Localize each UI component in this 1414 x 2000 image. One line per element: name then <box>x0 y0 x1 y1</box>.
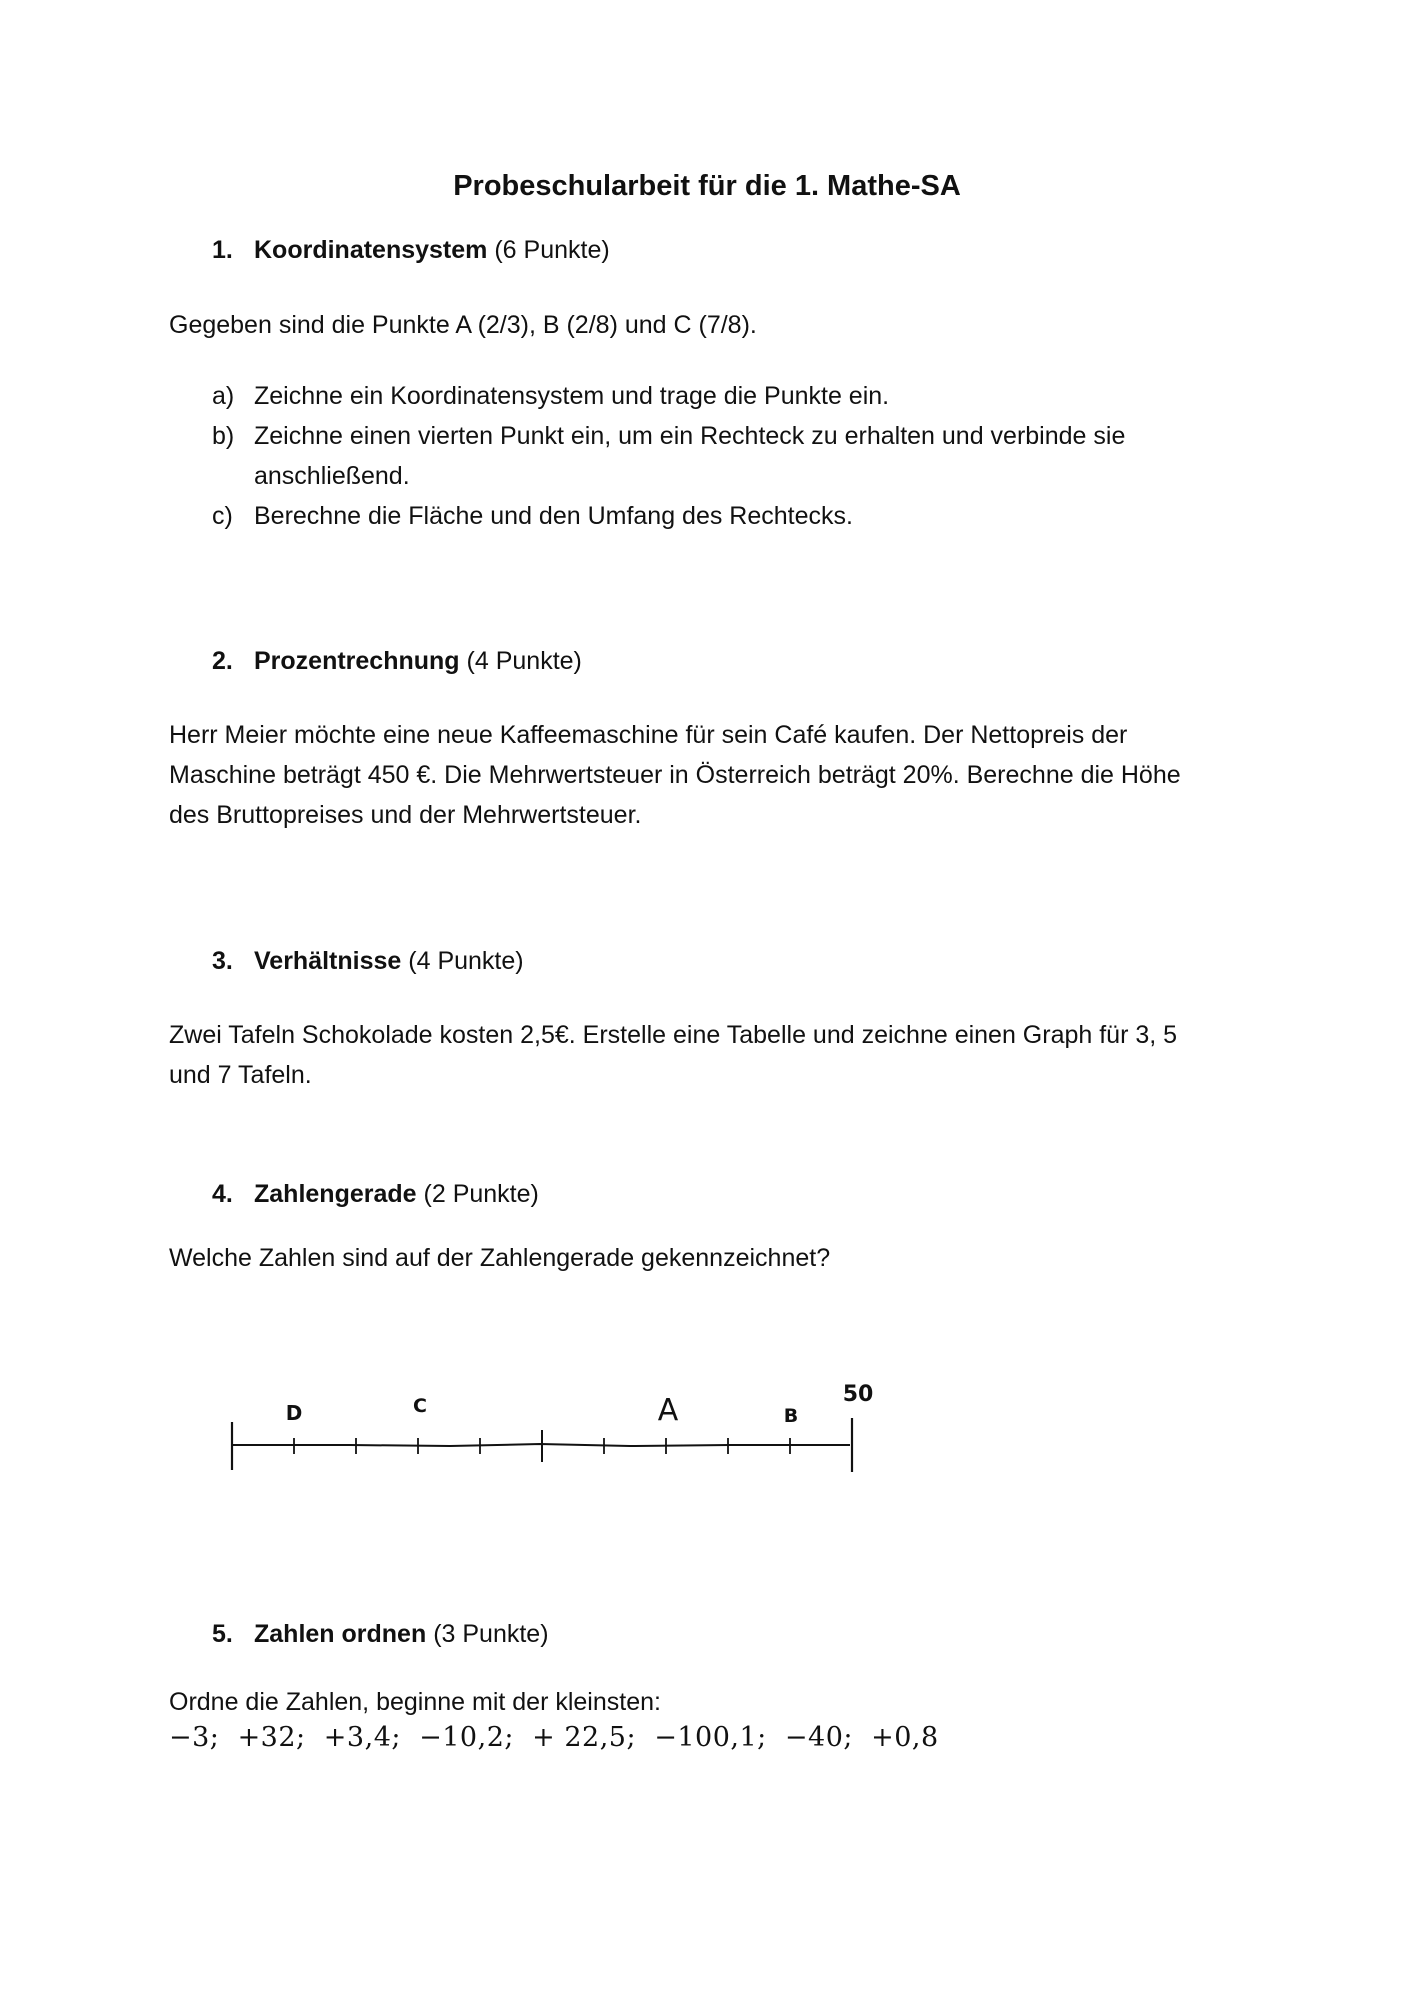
text-line: des Bruttopreises und der Mehrwertsteuer. <box>169 801 642 829</box>
task-2-heading <box>212 647 582 676</box>
text-line: Maschine beträgt 450 €. Die Mehrwertsteuer in Österreich beträgt 20%. Berechne die Höhe <box>169 761 1181 789</box>
number-line <box>210 1360 910 1490</box>
text-line: Herr Meier möchte eine neue Kaffeemaschine für sein Café kaufen. Der Nettopreis der <box>169 721 1128 749</box>
task-3-heading <box>212 947 524 976</box>
task-points: (2 Punkte) <box>423 1180 539 1208</box>
task-5-text: Ordne die Zahlen, beginne mit der kleinsten: <box>169 1688 661 1716</box>
task-name: Zahlen ordnen <box>254 1620 427 1648</box>
task-name: Prozentrechnung <box>254 647 460 675</box>
label-a: A <box>657 1393 679 1428</box>
task-number: 3. <box>212 947 233 975</box>
task-name: Verhältnisse <box>254 947 402 975</box>
task-2-text <box>169 715 1249 835</box>
task-5-heading <box>212 1620 549 1649</box>
page-title: Probeschularbeit für die 1. Mathe-SA <box>453 170 961 202</box>
item-label: c) <box>212 502 233 530</box>
task-4-text: Welche Zahlen sind auf der Zahlengerade gekennzeichnet? <box>169 1244 831 1272</box>
task-points: (6 Punkte) <box>494 236 610 264</box>
task-number: 1. <box>212 236 233 264</box>
numbers-to-order: −3; +32; +3,4; −10,2; + 22,5; −100,1; −40; +0,8 <box>169 1722 939 1753</box>
item-text: Zeichne ein Koordinatensystem und trage die Punkte ein. <box>254 382 890 410</box>
task-1-item-b <box>212 416 1262 456</box>
task-name: Koordinatensystem <box>254 236 488 264</box>
task-points: (4 Punkte) <box>408 947 524 975</box>
task-1-heading <box>212 236 610 265</box>
task-points: (4 Punkte) <box>466 647 582 675</box>
item-text: anschließend. <box>254 462 410 490</box>
item-text: Berechne die Fläche und den Umfang des Rechtecks. <box>254 502 853 530</box>
text-line: Zwei Tafeln Schokolade kosten 2,5€. Erstelle eine Tabelle und zeichne einen Graph für 3, 5 <box>169 1021 1178 1049</box>
task-number: 4. <box>212 1180 233 1208</box>
label-d: D <box>285 1401 303 1425</box>
item-label: a) <box>212 382 235 410</box>
task-3-text <box>169 1015 1249 1095</box>
task-1-item-a <box>212 376 1262 416</box>
task-1-item-c <box>212 496 1262 536</box>
label-b: B <box>783 1405 799 1427</box>
text-line: und 7 Tafeln. <box>169 1061 312 1089</box>
task-4-heading <box>212 1180 539 1209</box>
task-1-item-b-continued <box>212 456 1262 496</box>
task-points: (3 Punkte) <box>433 1620 549 1648</box>
task-1-text: Gegeben sind die Punkte A (2/3), B (2/8) und C (7/8). <box>169 311 757 339</box>
label-c: C <box>413 1395 427 1417</box>
item-text: Zeichne einen vierten Punkt ein, um ein Rechteck zu erhalten und verbinde sie <box>254 422 1126 450</box>
task-name: Zahlengerade <box>254 1180 417 1208</box>
task-number: 5. <box>212 1620 233 1648</box>
label-50: 50 <box>842 1382 874 1407</box>
item-label: b) <box>212 422 235 450</box>
task-number: 2. <box>212 647 233 675</box>
